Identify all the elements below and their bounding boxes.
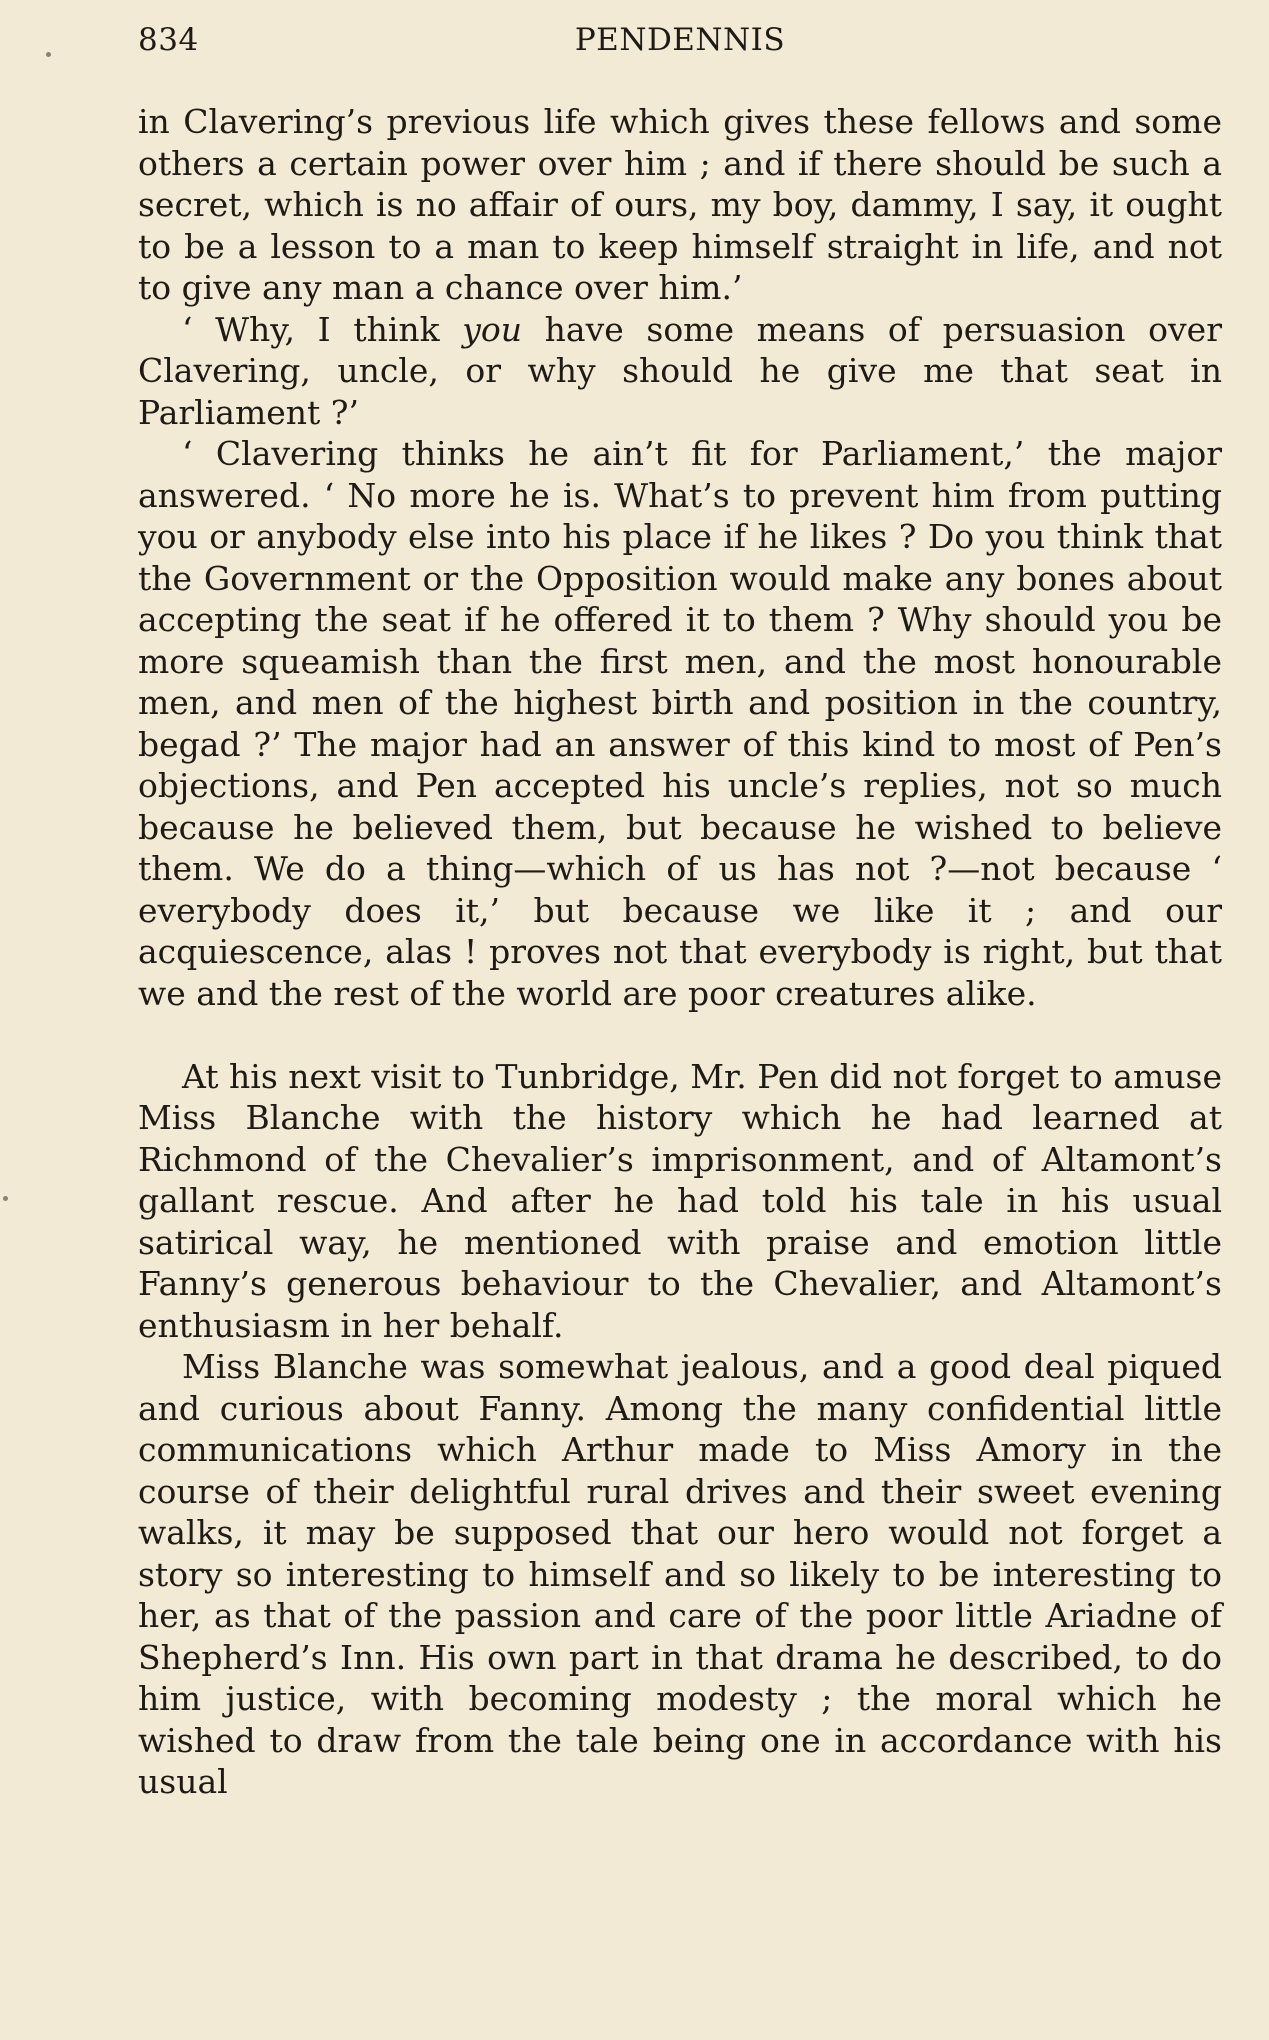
paragraph-2 xyxy=(138,309,1222,434)
paragraph-2-start: ‘ Why, I think xyxy=(182,309,463,349)
emphasis-you: you xyxy=(462,309,523,349)
paragraph-3: ‘ Clavering thinks he ain’t fit for Parliament,’ the major answered. ‘ No more he is. What’s to prevent him from putting you or anybody else into his place if he likes ? Do you think that the Government or the Opposition would make any bones about accepting the seat if he offered it to them ? Why should you be more squeamish than the first men, and the most honourable men, and men of the highest birth and position in the country, begad ?’ The major had an answer of this kind to most of Pen’s objections, and Pen accepted his uncle’s replies, not so much because he believed them, but because he wished to believe them. We do a thing—which of us has not ?—not because ‘ everybody does it,’ but because we like it ; and our acquiescence, alas ! proves not that everybody is right, but that we and the rest of the world are poor creatures alike. xyxy=(138,434,1222,1013)
margin-mark-top xyxy=(46,52,51,57)
paragraph-5: Miss Blanche was somewhat jealous, and a good deal piqued and curious about Fanny. Among the many confidential little communications which Arthur made to Miss Amory in the course of their delightful rural drives and their sweet evening walks, it may be supposed that our hero would not forget a story so interesting to himself and so likely to be interesting to her, as that of the passion and care of the poor little Ariadne of Shepherd’s Inn. His own part in that drama he described, to do him justice, with becoming modesty ; the moral which he wished to draw from the tale being one in accordance with his usual xyxy=(138,1347,1222,1801)
running-title: PENDENNIS xyxy=(574,22,786,58)
margin-mark-middle xyxy=(3,1196,8,1201)
paragraph-2-end: have some means of persuasion over Clavering, uncle, or why should he give me that seat in Parliament ?’ xyxy=(138,309,1222,432)
section-break xyxy=(138,1014,1222,1056)
paragraph-4: At his next visit to Tunbridge, Mr. Pen did not forget to amuse Miss Blanche with the history which he had learned at Richmond of the Chevalier’s imprisonment, and of Altamont’s gallant rescue. And after he had told his tale in his usual satirical way, he mentioned with praise and emotion little Fanny’s generous behaviour to the Chevalier, and Altamont’s enthusiasm in her behalf. xyxy=(138,1056,1222,1345)
body-text xyxy=(138,101,1222,1803)
paragraph-1: in Clavering’s previous life which gives these fellows and some others a certain power over him ; and if there should be such a secret, which is no affair of ours, my boy, dammy, I say, it ought to be a lesson to a man to keep himself straight in life, and not to give any man a chance over him.’ xyxy=(138,102,1222,307)
page-header xyxy=(138,22,1222,72)
page-number: 834 xyxy=(138,22,199,58)
